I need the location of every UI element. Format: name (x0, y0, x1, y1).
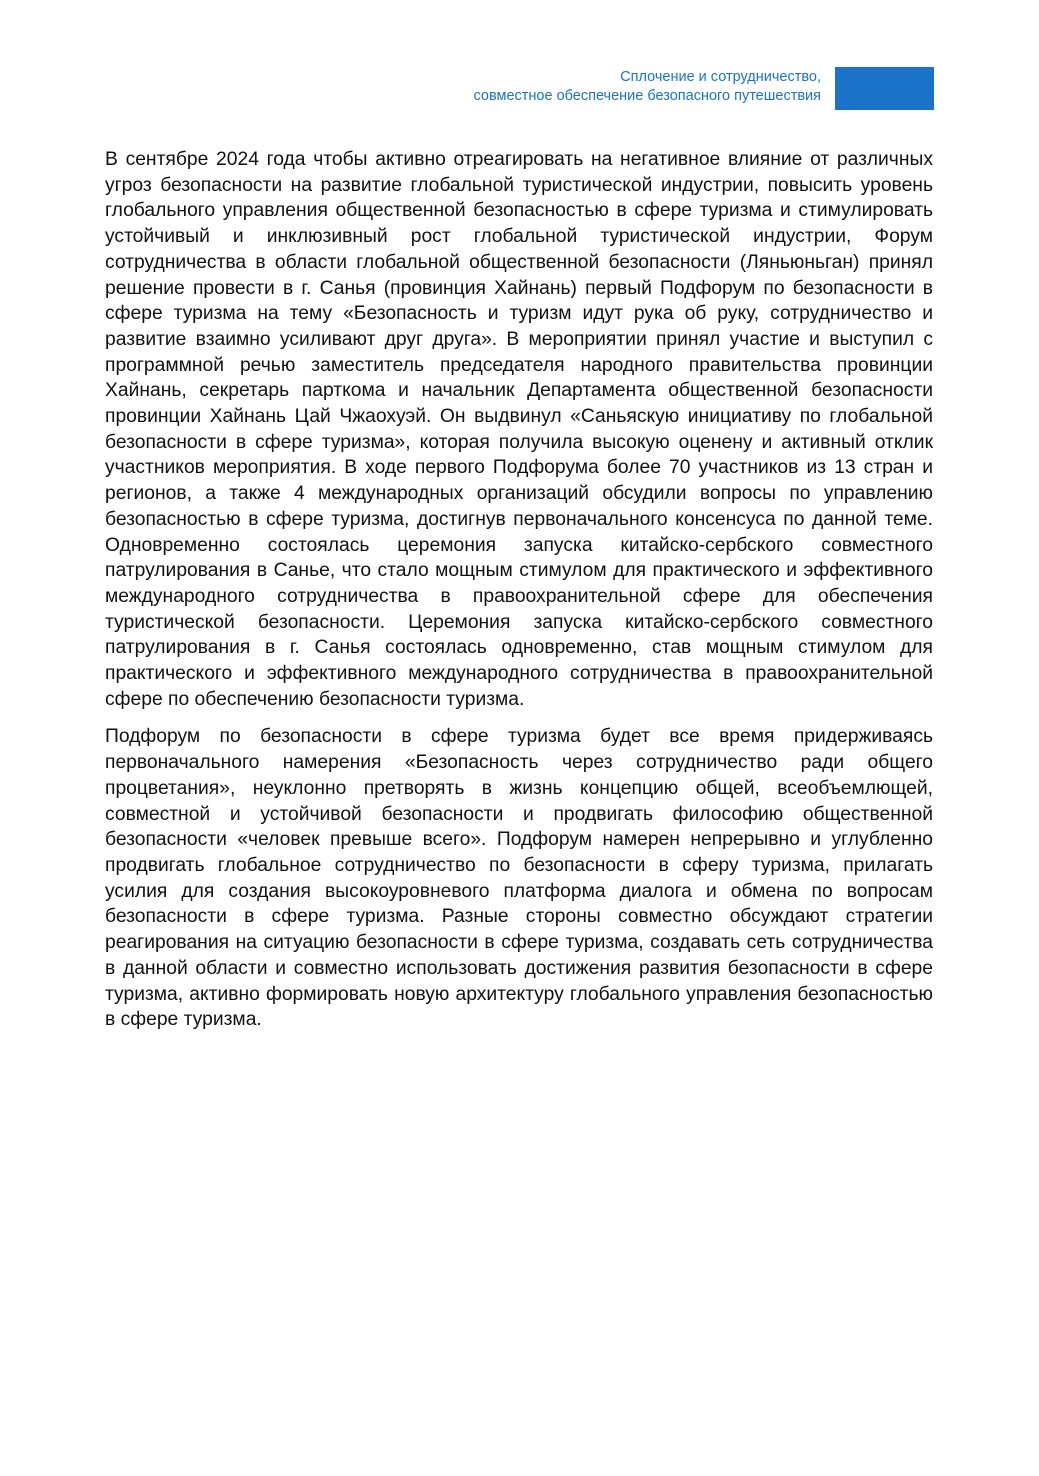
page-header (0, 67, 1039, 111)
running-title-line-1: Сплочение и сотрудничество, (620, 69, 821, 85)
paragraph-1: В сентябре 2024 года чтобы активно отреагировать на негативное влияние от различных угроз безопасности на развитие глобальной туристической индустрии, повысить уровень глобального управления общественной безопасностью в сфере туризма и стимулировать устойчивый и инклюзивный рост глобальной туристической индустрии, Форум сотрудничества в области глобальной общественной безопасности (Ляньюньган) принял решение провести в г. Санья (провинция Хайнань) первый Подфорум по безопасности в сфере туризма на тему «Безопасность и туризм идут рука об руку, сотрудничество и развитие взаимно усиливают друг друга». В мероприятии принял участие и выступил с программной речью заместитель председателя народного правительства провинции Хайнань, секретарь парткома и начальник Департамента общественной безопасности провинции Хайнань Цай Чжаохуэй. Он выдвинул «Саньяскую инициативу по глобальной безопасности в сфере туризма», которая получила высокую оценену и активный отклик участников мероприятия. В ходе первого Подфорума более 70 участников из 13 стран и регионов, а также 4 международных организаций обсудили вопросы по управлению безопасностью в сфере туризма, достигнув первоначального консенсуса по данной теме. Одновременно состоялась церемония запуска китайско-сербского совместного патрулирования в Санье, что стало мощным стимулом для практического и эффективного международного сотрудничества в правоохранительной сфере для обеспечения туристической безопасности. Церемония запуска китайско-сербского совместного патрулирования в г. Санья состоялась одновременно, став мощным стимулом для практического и эффективного международного сотрудничества в правоохранительной сфере по обеспечению безопасности туризма. (105, 149, 933, 710)
running-title (473, 68, 821, 106)
header-accent-block (835, 67, 934, 110)
running-title-line-2: совместное обеспечение безопасного путешествия (473, 88, 821, 104)
document-body (105, 147, 933, 1033)
paragraph-2: Подфорум по безопасности в сфере туризма будет все время придерживаясь первоначального намерения «Безопасность через сотрудничество ради общего процветания», неуклонно претворять в жизнь концепцию общей, всеобъемлющей, совместной и устойчивой безопасности и продвигать философию общественной безопасности «человек превыше всего». Подфорум намерен непрерывно и углубленно продвигать глобальное сотрудничество по безопасности в сферу туризма, прилагать усилия для создания высокоуровневого платформа диалога и обмена по вопросам безопасности в сфере туризма. Разные стороны совместно обсуждают стратегии реагирования на ситуацию безопасности в сфере туризма, создавать сеть сотрудничества в данной области и совместно использовать достижения развития безопасности в сфере туризма, активно формировать новую архитектуру глобального управления безопасностью в сфере туризма. (105, 726, 933, 1031)
